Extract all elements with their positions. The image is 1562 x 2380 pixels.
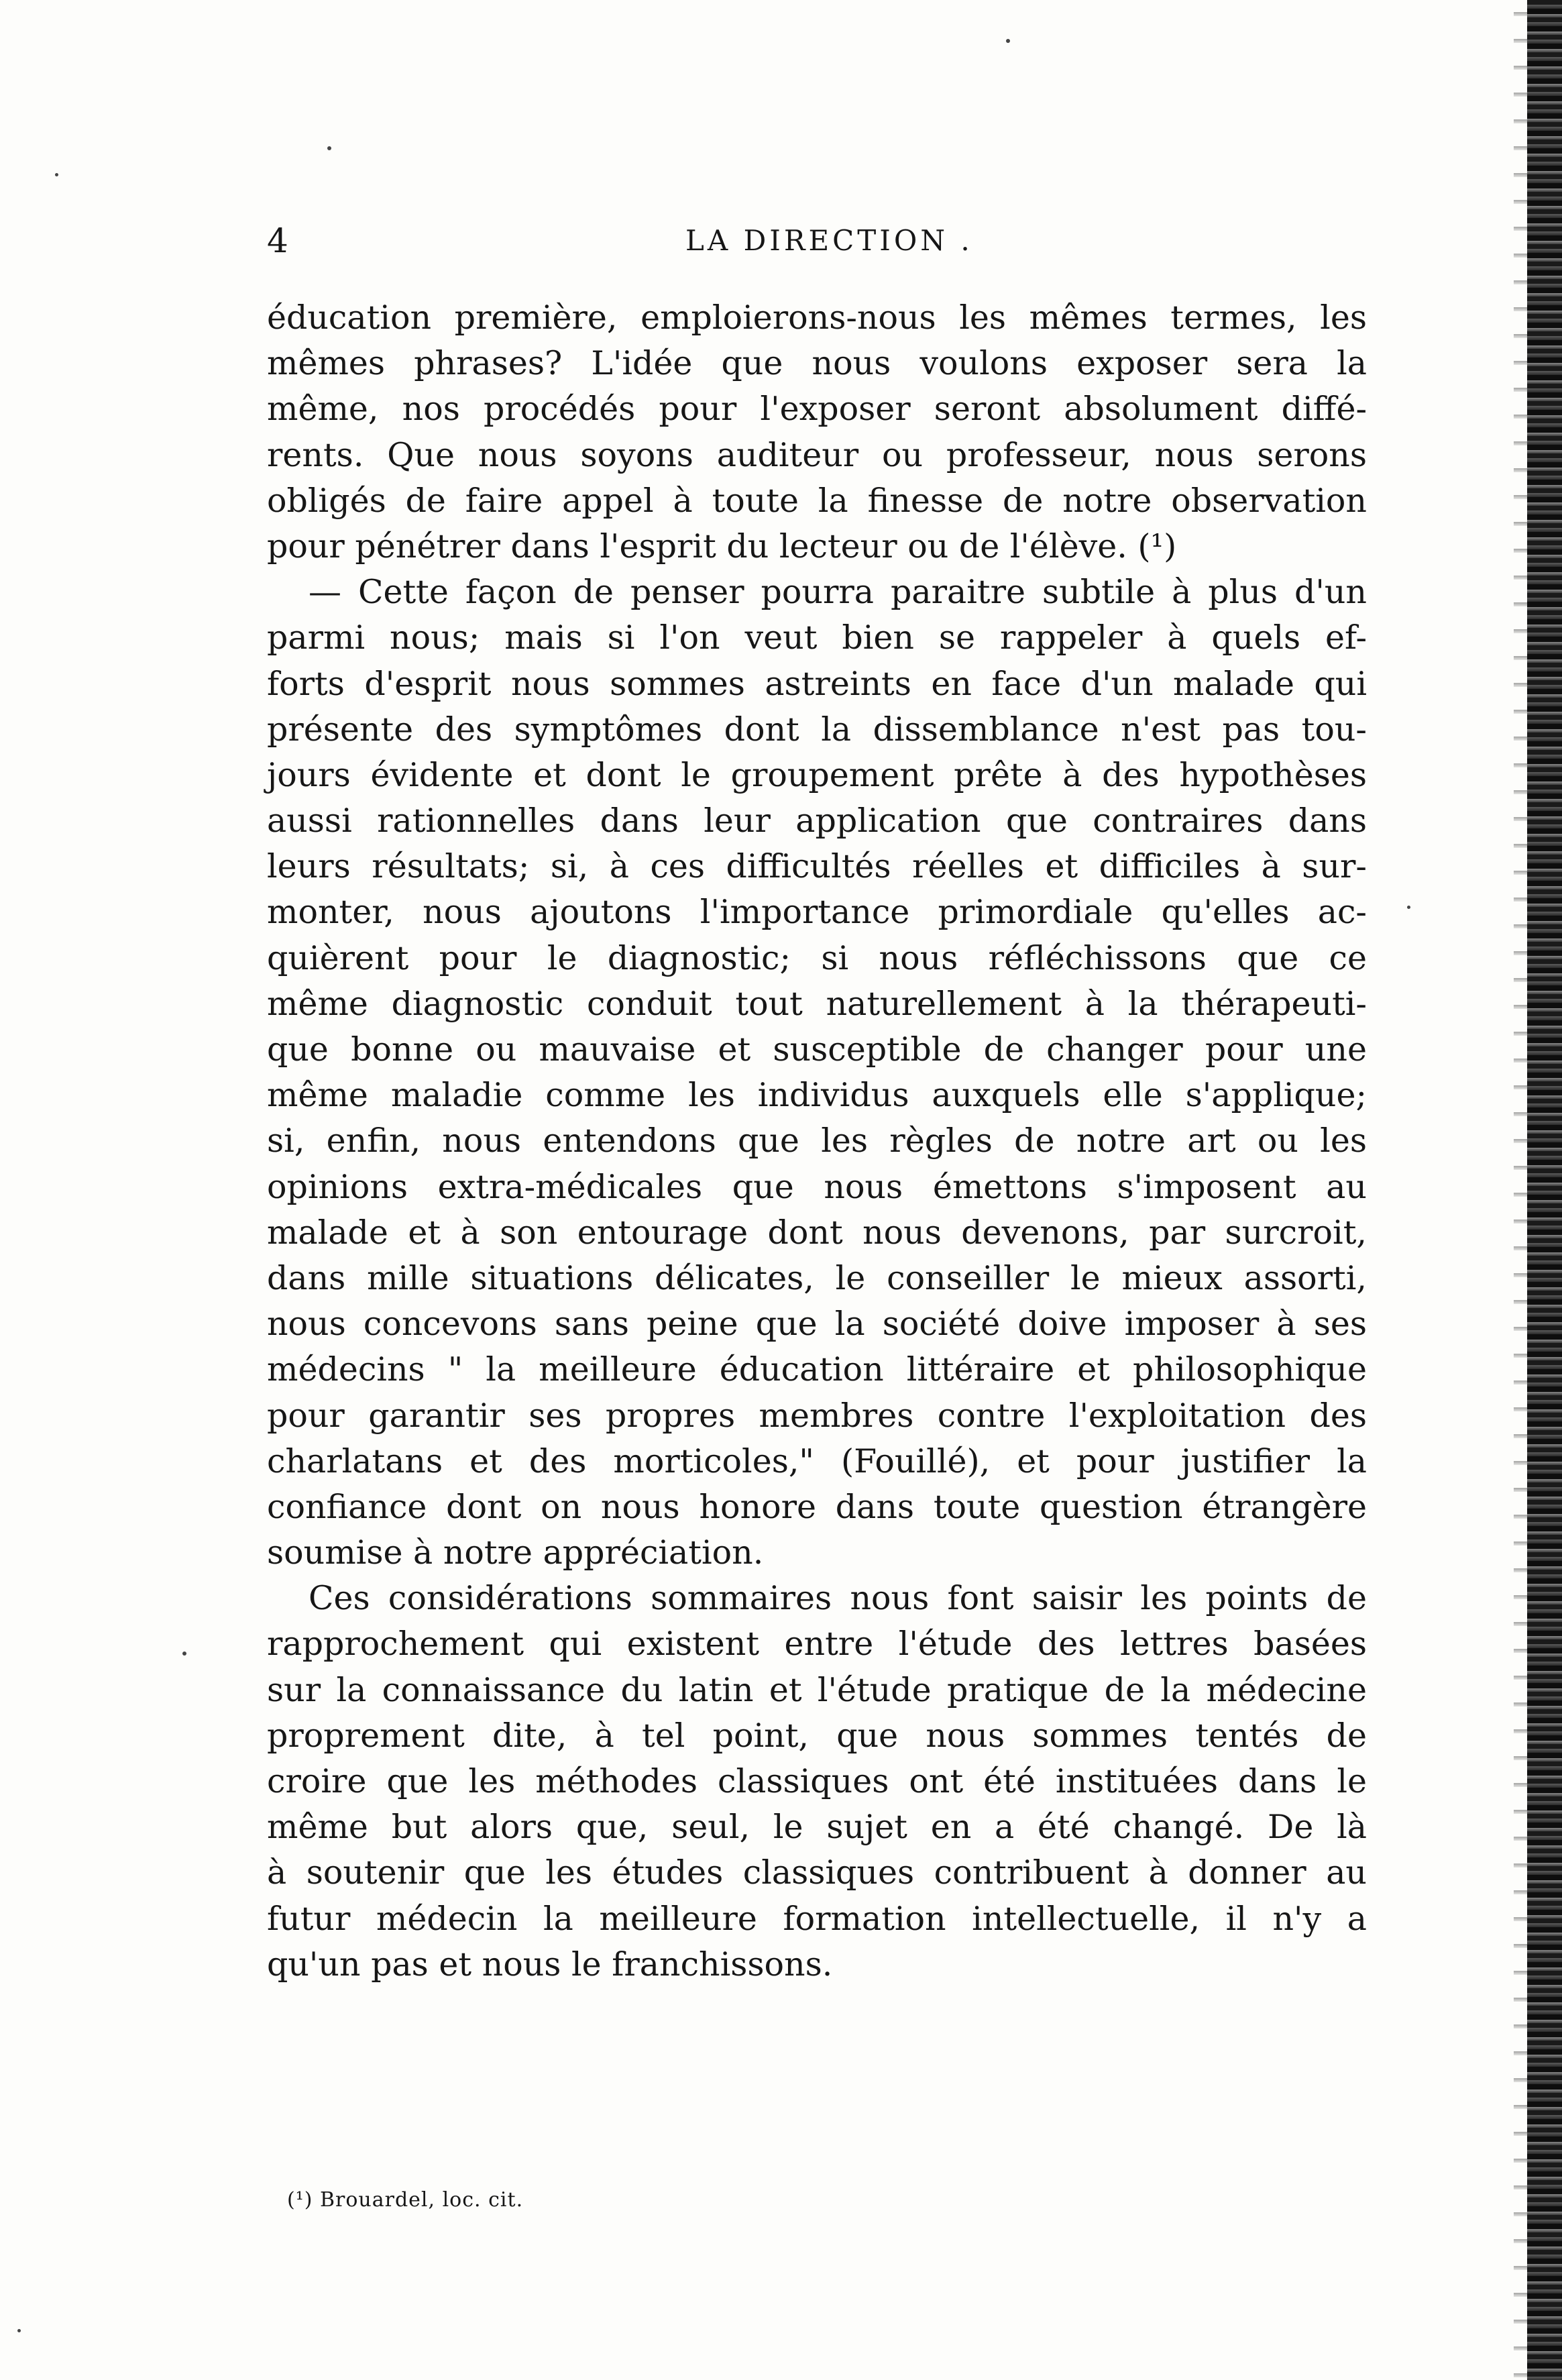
text-line: à soutenir que les études classiques contribuent à donner au	[267, 1853, 1367, 1892]
scan-speck	[1407, 906, 1410, 909]
scanned-page-shadow	[1514, 0, 1527, 2380]
text-line: futur médecin la meilleure formation intellectuelle, il n'y a	[267, 1899, 1367, 1938]
text-line: même diagnostic conduit tout naturellement à la thérapeuti-	[267, 984, 1367, 1023]
text-line: sur la connaissance du latin et l'étude pratique de la médecine	[267, 1670, 1367, 1709]
body-text	[267, 295, 1367, 1988]
text-line: Ces considérations sommaires nous font saisir les points de	[309, 1579, 1367, 1618]
scan-speck	[182, 1652, 186, 1656]
running-header	[267, 221, 1367, 268]
text-line: si, enfin, nous entendons que les règles de notre art ou les	[267, 1122, 1367, 1160]
text-line: pour pénétrer dans l'esprit du lecteur ou de l'élève. (¹)	[267, 527, 1177, 565]
text-line: mêmes phrases? L'idée que nous voulons exposer sera la	[267, 344, 1367, 383]
text-line: jours évidente et dont le groupement prête à des hypothèses	[267, 755, 1367, 794]
text-line: pour garantir ses propres membres contre l'exploitation des	[267, 1396, 1367, 1435]
text-line: que bonne ou mauvaise et susceptible de changer pour une	[267, 1030, 1367, 1069]
text-line: malade et à son entourage dont nous devenons, par surcroit,	[267, 1213, 1367, 1252]
text-line: forts d'esprit nous sommes astreints en face d'un malade qui	[267, 664, 1367, 703]
scan-speck	[1006, 39, 1010, 43]
text-line: même maladie comme les individus auxquels elle s'applique;	[267, 1076, 1367, 1115]
text-line: croire que les méthodes classiques ont été instituées dans le	[267, 1762, 1367, 1800]
scanned-page-edge	[1527, 0, 1562, 2380]
text-line: dans mille situations délicates, le conseiller le mieux assorti,	[267, 1258, 1367, 1297]
footnote: (¹) Brouardel, loc. cit.	[287, 2188, 524, 2212]
text-line: même, nos procédés pour l'exposer seront absolument diffé-	[267, 390, 1367, 429]
text-line: obligés de faire appel à toute la finesse de notre observation	[267, 481, 1367, 520]
text-line: charlatans et des morticoles," (Fouillé), et pour justifier la	[267, 1442, 1367, 1480]
text-line: rents. Que nous soyons auditeur ou professeur, nous serons	[267, 435, 1367, 474]
text-line: — Cette façon de penser pourra paraitre subtile à plus d'un	[309, 573, 1367, 612]
text-line: nous concevons sans peine que la société doive imposer à ses	[267, 1305, 1367, 1344]
text-line: même but alors que, seul, le sujet en a été changé. De là	[267, 1808, 1367, 1847]
text-line: proprement dite, à tel point, que nous sommes tentés de	[267, 1716, 1367, 1755]
text-line: quièrent pour le diagnostic; si nous réfléchissons que ce	[267, 938, 1367, 977]
text-line: présente des symptômes dont la dissemblance n'est pas tou-	[267, 710, 1367, 749]
text-line: parmi nous; mais si l'on veut bien se rappeler à quels ef-	[267, 618, 1367, 657]
scan-speck	[17, 2329, 21, 2332]
text-line: médecins " la meilleure éducation littéraire et philosophique	[267, 1350, 1367, 1389]
page-number: 4	[267, 221, 291, 260]
text-line: aussi rationnelles dans leur application que contraires dans	[267, 802, 1367, 841]
running-title: LA DIRECTION .	[685, 224, 973, 257]
text-line: qu'un pas et nous le franchissons.	[267, 1945, 833, 1984]
scan-speck	[327, 146, 331, 150]
text-line: leurs résultats; si, à ces difficultés réelles et difficiles à sur-	[267, 847, 1367, 886]
text-line: monter, nous ajoutons l'importance primordiale qu'elles ac-	[267, 893, 1367, 932]
text-line: opinions extra-médicales que nous émettons s'imposent au	[267, 1167, 1367, 1206]
text-line: rapprochement qui existent entre l'étude des lettres basées	[267, 1625, 1367, 1664]
scan-speck	[55, 173, 58, 176]
text-line: confiance dont on nous honore dans toute question étrangère	[267, 1487, 1367, 1526]
text-line: éducation première, emploierons-nous les mêmes termes, les	[267, 299, 1367, 337]
text-line: soumise à notre appréciation.	[267, 1533, 764, 1572]
